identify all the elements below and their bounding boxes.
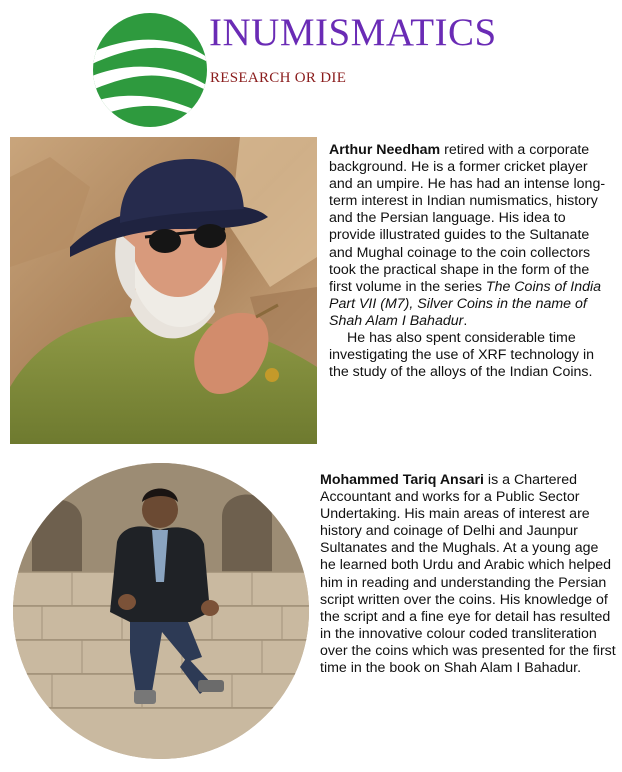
bio-text: is a Chartered Accountant and works for a Public Sector Undertaking. His main areas of interest are history and coinage of Delhi and Jaunpur Sultanates and the Mughals. At a young age he learned both Urdu and Arabic which helped him in reading and understanding the Persian script written over the coins. His knowledge of the script and a fine eye for detail has resulted in the innovative colour coded transliteration over the coins which was presented for the first time in the book on Shah Alam I Bahadur. (320, 472, 616, 677)
mohammed-tariq-ansari-photo (12, 462, 310, 760)
logo-globe-icon (92, 12, 208, 128)
person-name: Mohammed Tariq Ansari (320, 472, 484, 488)
bio-paragraph (329, 142, 613, 330)
bio-text: retired with a corporate background. He is a former cricket player and an umpire. He has had an intense long-term interest in Indian numismatics, history and the Persian language. His idea to provide illustrated guides to the Sultanate and Mughal coinage to the coin collectors took the practical shape in the form of the first volume in the series (329, 142, 606, 295)
bio-mohammed-tariq-ansari (320, 472, 616, 677)
brand-tagline: RESEARCH OR DIE (210, 70, 347, 86)
bio-arthur-needham (329, 142, 613, 381)
bio-text-end: . (463, 312, 468, 329)
bio-paragraph-2: He has also spent considerable time investigating the use of XRF technology in the study of the alloys of the Indian Coins. (329, 330, 594, 381)
book-title: The Coins of India Part VII (M7), Silver Coins in the name of Shah Alam I Bahadur (329, 278, 602, 329)
person-name: Arthur Needham (329, 142, 441, 158)
brand-name: INUMISMATICS (209, 11, 497, 54)
arthur-needham-photo (10, 137, 317, 444)
bio-paragraph (320, 472, 616, 677)
